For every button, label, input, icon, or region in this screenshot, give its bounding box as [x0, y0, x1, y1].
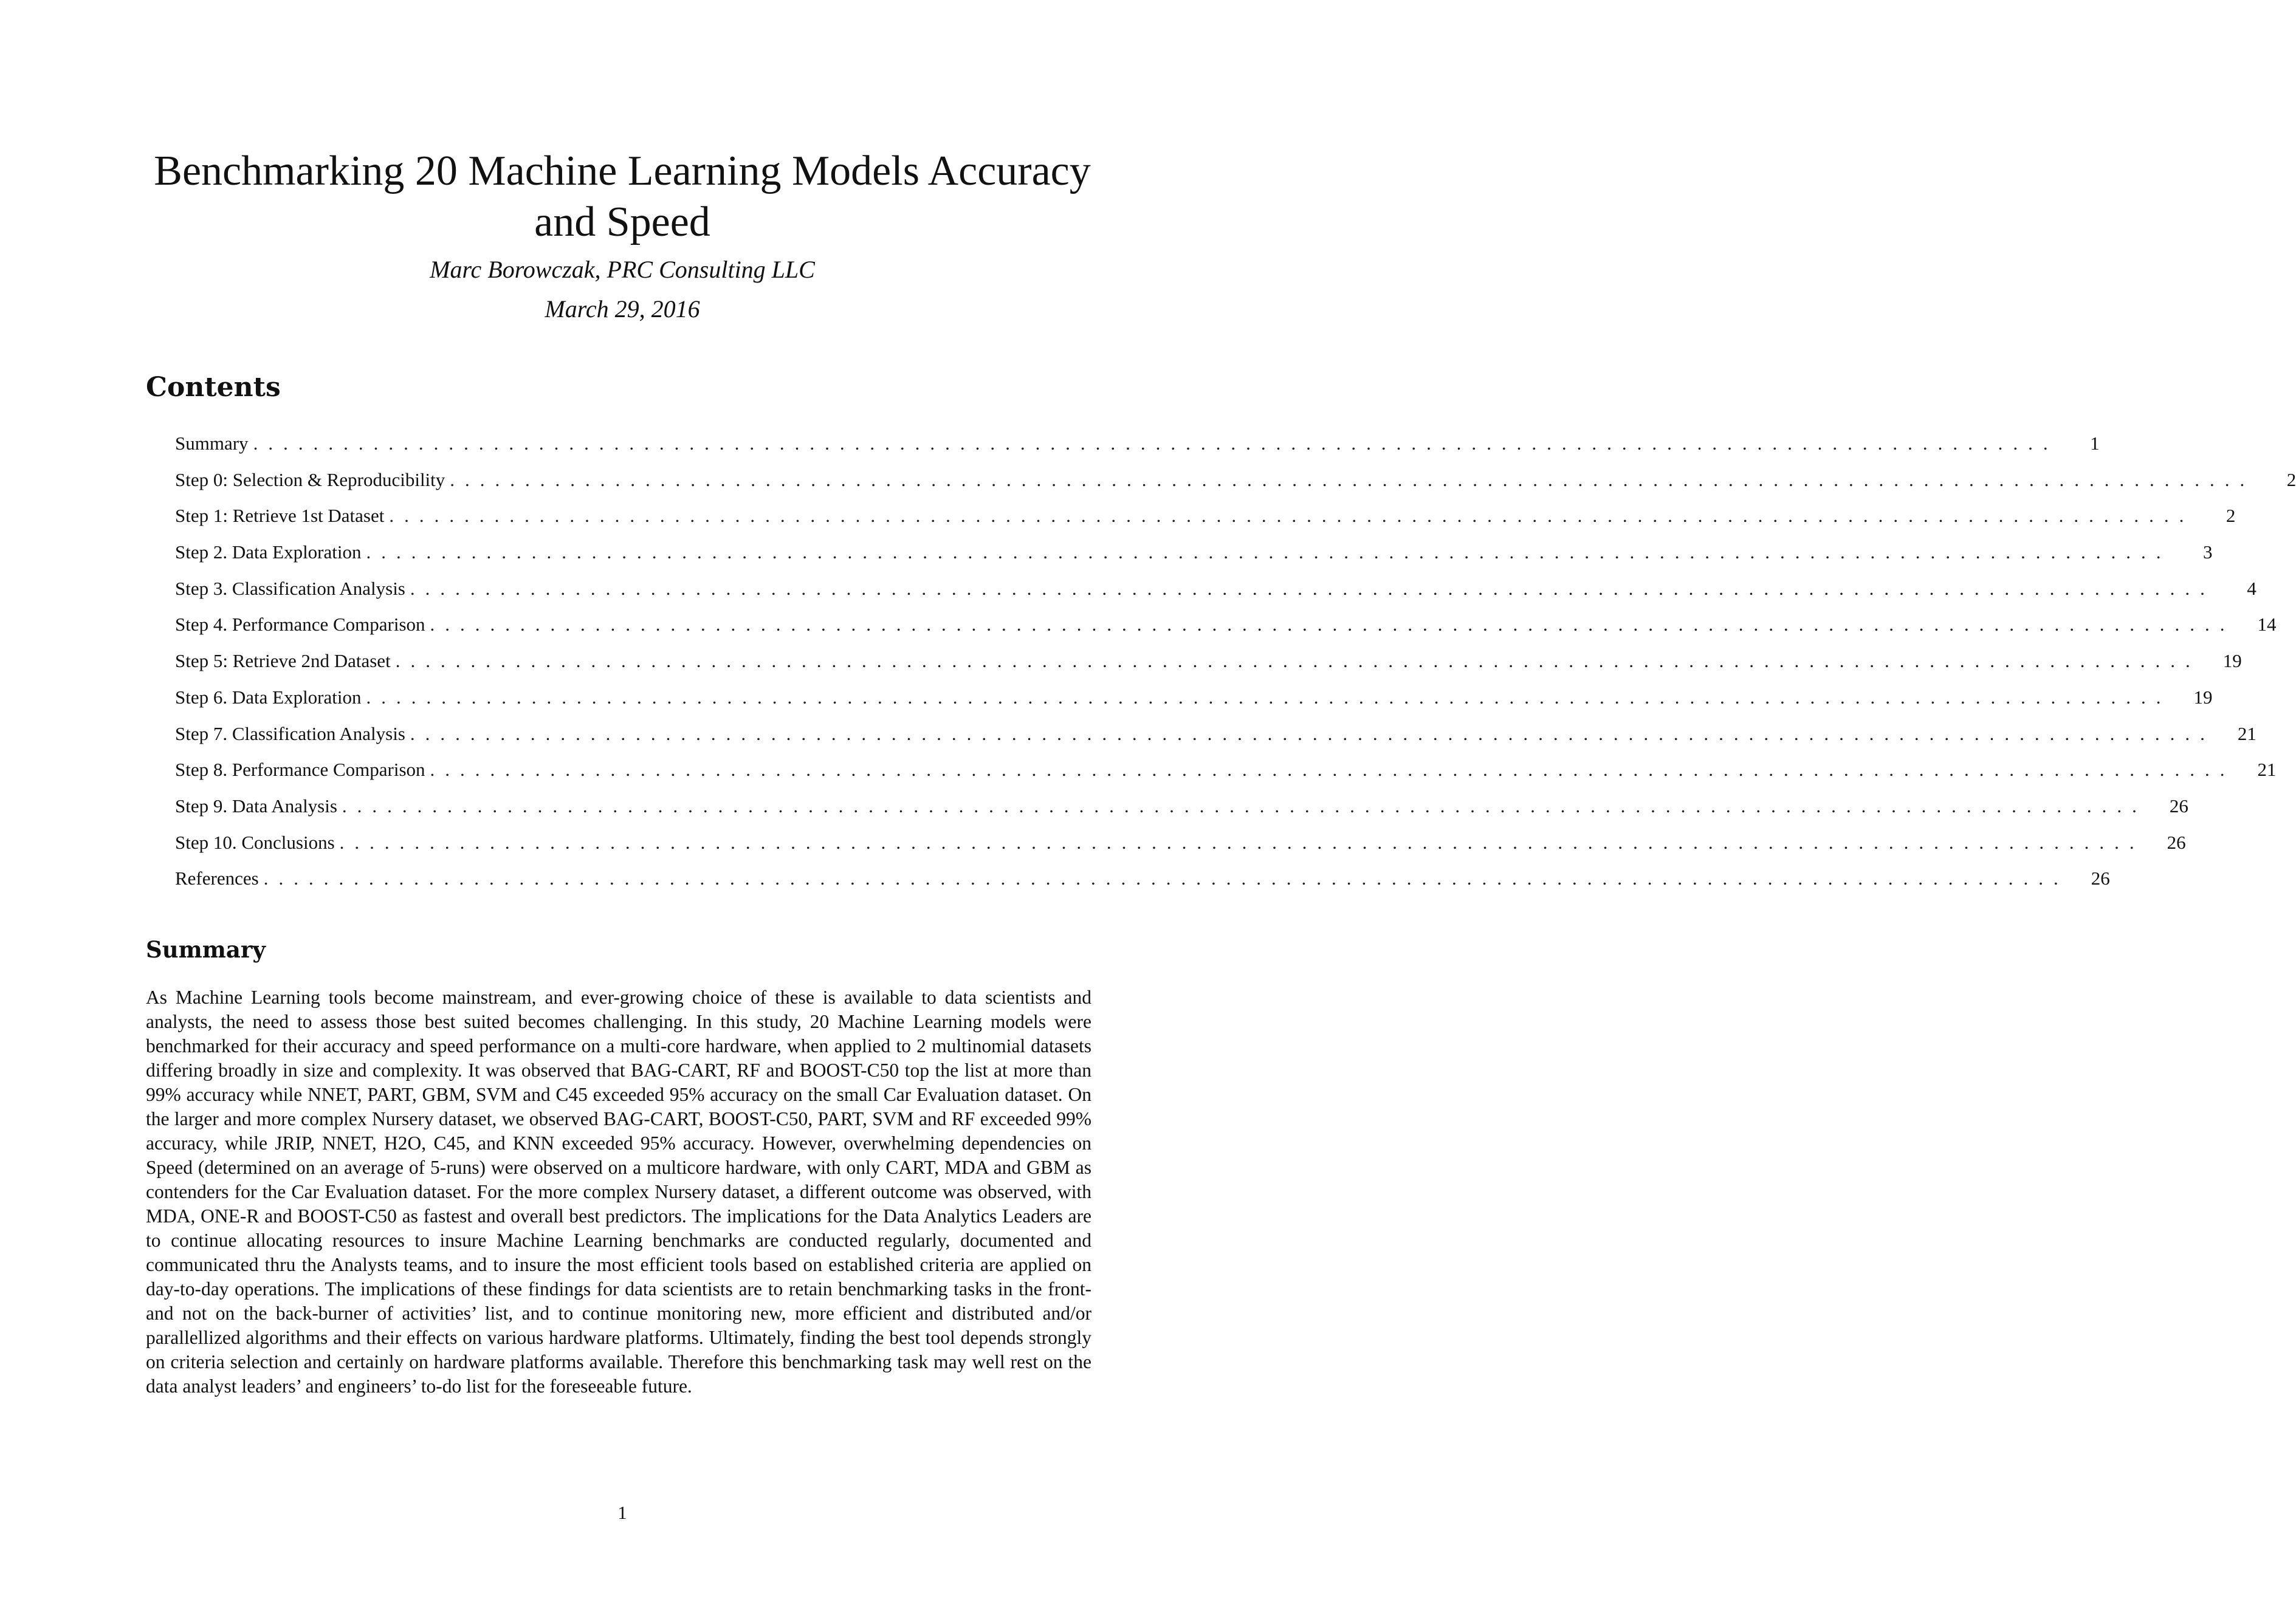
toc-entry[interactable]	[175, 614, 2277, 650]
toc-entry-label: Step 9. Data Analysis	[175, 795, 337, 817]
toc-leader-dots: ........................................................................................................................	[342, 795, 2147, 817]
table-of-contents	[175, 433, 2296, 904]
toc-entry-label: References	[175, 868, 259, 889]
toc-leader-dots: ........................................................................................................................	[430, 759, 2235, 781]
toc-leader-dots: ........................................................................................................................	[339, 831, 2145, 853]
toc-entry-label: Step 2. Data Exploration	[175, 541, 362, 563]
toc-leader-dots: ........................................................................................................................	[410, 722, 2215, 744]
toc-entry[interactable]	[175, 541, 2213, 578]
toc-entry-page: 21	[2257, 759, 2277, 781]
toc-entry[interactable]	[175, 868, 2110, 904]
toc-entry[interactable]	[175, 577, 2256, 614]
toc-entry-page: 2	[2226, 505, 2236, 527]
toc-entry-label: Step 7. Classification Analysis	[175, 722, 405, 744]
toc-entry-label: Step 0: Selection & Reproducibility	[175, 468, 445, 490]
toc-leader-dots: ........................................................................................................................	[366, 541, 2171, 563]
toc-entry-page: 26	[2167, 831, 2186, 853]
toc-leader-dots: ........................................................................................................................	[395, 650, 2201, 672]
toc-entry-label: Step 4. Performance Comparison	[175, 614, 425, 635]
toc-entry-page: 4	[2247, 577, 2256, 599]
toc-entry-label: Step 10. Conclusions	[175, 831, 335, 853]
toc-entry-page: 19	[2193, 686, 2213, 708]
toc-entry[interactable]	[175, 468, 2296, 505]
toc-entry-page: 1	[2090, 433, 2100, 454]
toc-entry-label: Step 1: Retrieve 1st Dataset	[175, 505, 385, 527]
toc-entry-label: Summary	[175, 433, 249, 454]
toc-entry-page: 26	[2169, 795, 2188, 817]
toc-entry-label: Step 5: Retrieve 2nd Dataset	[175, 650, 391, 672]
document-author: Marc Borowczak, PRC Consulting LLC	[430, 256, 815, 283]
toc-entry[interactable]	[175, 686, 2213, 723]
toc-entry[interactable]	[175, 722, 2256, 759]
toc-entry-page: 2	[2286, 468, 2296, 490]
document-date: March 29, 2016	[545, 295, 700, 323]
toc-entry-label: Step 6. Data Exploration	[175, 686, 362, 708]
toc-leader-dots: ........................................................................................................................	[410, 577, 2215, 599]
contents-heading: Contents	[146, 372, 281, 403]
summary-heading: Summary	[146, 936, 266, 963]
toc-entry[interactable]	[175, 505, 2236, 541]
toc-entry[interactable]	[175, 650, 2242, 687]
page-number: 1	[617, 1502, 627, 1523]
document-title: Benchmarking 20 Machine Learning Models Accuracy and Speed	[154, 148, 1091, 245]
toc-entry-page: 19	[2222, 650, 2242, 672]
toc-leader-dots: ........................................................................................................................	[366, 686, 2171, 708]
toc-entry[interactable]	[175, 795, 2188, 832]
toc-entry[interactable]	[175, 831, 2186, 868]
toc-leader-dots: ........................................................................................................................	[263, 868, 2069, 889]
toc-entry[interactable]	[175, 433, 2100, 469]
toc-entry-page: 26	[2091, 868, 2110, 889]
toc-entry-label: Step 8. Performance Comparison	[175, 759, 425, 781]
summary-paragraph: As Machine Learning tools become mainstream, and ever-growing choice of these is available to data scientists and analysts, the need to assess those best suited becomes challenging. In this study, 20 Machine Learning models were benchmarked for their accuracy and speed performance on a multi-core hardware, when applied to 2 multinomial datasets differing broadly in size and complexity. It was observed that BAG-CART, RF and BOOST-C50 top the list at more than 99% accuracy while NNET, PART, GBM, SVM and C45 exceeded 95% accuracy on the small Car Evaluation dataset. On the larger and more complex Nursery dataset, we observed BAG-CART, BOOST-C50, PART, SVM and RF exceeded 99% accuracy, while JRIP, NNET, H2O, C45, and KNN exceeded 95% accuracy. However, overwhelming dependencies on Speed (determined on an average of 5-runs) were observed on a multicore hardware, with only CART, MDA and GBM as contenders for the Car Evaluation dataset. For the more complex Nursery dataset, a different outcome was observed, with MDA, ONE-R and BOOST-C50 as fastest and overall best predictors. The implications for the Data Analytics Leaders are to continue allocating resources to insure Machine Learning benchmarks are conducted regularly, documented and communicated thru the Analysts teams, and to insure the most efficient tools based on established criteria are applied on day-to-day operations. The implications of these findings for data scientists are to retain benchmarking tasks in the front- and not on the back-burner of activities’ list, and to continue monitoring new, more efficient and distributed and/or parallellized algorithms and their effects on various hardware platforms. Ultimately, finding the best tool depends strongly on criteria selection and certainly on hardware platforms available. Therefore this benchmarking task may well rest on the data analyst leaders’ and engineers’ to-do list for the foreseeable future.	[146, 987, 1091, 1397]
toc-leader-dots: ........................................................................................................................	[450, 468, 2255, 490]
toc-entry-page: 3	[2203, 541, 2213, 563]
toc-leader-dots: ........................................................................................................................	[389, 505, 2195, 527]
toc-entry-page: 14	[2257, 614, 2277, 635]
toc-leader-dots: ........................................................................................................................	[253, 433, 2058, 454]
toc-entry-label: Step 3. Classification Analysis	[175, 577, 405, 599]
toc-entry-page: 21	[2237, 722, 2256, 744]
toc-leader-dots: ........................................................................................................................	[430, 614, 2235, 635]
toc-entry[interactable]	[175, 759, 2277, 795]
